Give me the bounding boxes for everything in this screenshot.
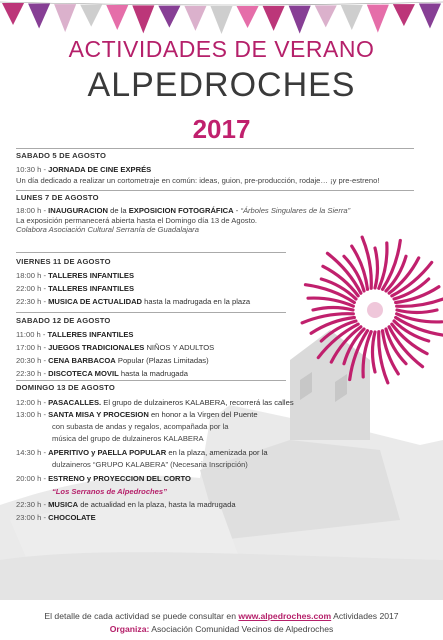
- event-row: [16, 398, 294, 407]
- divider: [16, 380, 286, 381]
- event-dash: -: [235, 206, 239, 215]
- event-time: 11:00 h -: [16, 330, 46, 339]
- event-time: 23:00 h -: [16, 513, 46, 522]
- event-name: JORNADA DE CINE EXPRÉS: [48, 165, 152, 174]
- event-rest: El grupo de dulzaineros KALABERA, recorrerá las calles: [103, 398, 294, 407]
- event-name: CHOCOLATE: [48, 513, 96, 522]
- website-link[interactable]: www.alpedroches.com: [238, 611, 332, 621]
- bunting-flag: [132, 5, 154, 33]
- event-rest: hasta la madrugada: [120, 369, 188, 378]
- event-time: 18:00 h -: [16, 271, 46, 280]
- event-continuation: dulzaineros “GRUPO KALABERA” (Necesaria Inscripción): [52, 460, 248, 469]
- event-quote: “Árboles Singulares de la Sierra”: [240, 206, 351, 215]
- event-name: JUEGOS TRADICIONALES: [48, 343, 145, 352]
- title-line2: ALPEDROCHES: [87, 66, 356, 104]
- event-name: TALLERES INFANTILES: [48, 284, 135, 293]
- divider: [16, 190, 414, 191]
- event-rest: NIÑOS Y ADULTOS: [146, 343, 215, 352]
- event-time: 22:30 h -: [16, 369, 46, 378]
- event-rest: Popular (Plazas Limitadas): [117, 356, 209, 365]
- firework-ray: [313, 307, 353, 310]
- bunting-flag: [80, 5, 102, 27]
- bunting-flag: [54, 4, 76, 32]
- event-row: [16, 330, 133, 339]
- year: 2017: [192, 114, 251, 144]
- event-time: 22:30 h -: [16, 500, 46, 509]
- firework-ray: [372, 332, 375, 372]
- day-title: LUNES 7 DE AGOSTO: [16, 193, 99, 202]
- bunting-flag: [419, 4, 441, 29]
- event-continuation: con subasta de andas y regalos, acompañada por la: [52, 422, 229, 431]
- event-name: ESTRENO y PROYECCION DEL CORTO: [48, 474, 191, 483]
- event-desc: Un día dedicado a realizar un cortometraje en común: ideas, guion, pre-producción, rodaje… ¡y pre-estreno!: [16, 176, 380, 185]
- organizer-label: Organiza:: [109, 624, 150, 634]
- day-title: VIERNES 11 DE AGOSTO: [16, 257, 111, 266]
- event-name: APERITIVO y PAELLA POPULAR: [48, 448, 167, 457]
- event-name: INAUGURACION: [48, 206, 109, 215]
- firework-ray: [375, 248, 378, 288]
- event-row: [16, 448, 268, 457]
- event-row: [16, 343, 214, 352]
- bunting-flag: [28, 4, 50, 29]
- firework-ray: [397, 310, 437, 313]
- footer-text: Actividades 2017: [333, 611, 399, 621]
- event-name: TALLERES INFANTILES: [47, 330, 134, 339]
- event-time: 10:30 h -: [16, 165, 46, 174]
- event-name: TALLERES INFANTILES: [48, 271, 135, 280]
- footer-text: El detalle de cada actividad se puede consultar en: [44, 611, 236, 621]
- bunting-flag: [393, 4, 415, 26]
- divider: [16, 148, 414, 149]
- event-row: [16, 206, 350, 215]
- event-name-2: EXPOSICION FOTOGRÁFICA: [128, 206, 234, 215]
- event-time: 22:30 h -: [16, 297, 46, 306]
- event-time: 18:00 h -: [16, 206, 46, 215]
- event-row: [16, 410, 258, 419]
- event-row: [16, 165, 151, 174]
- firework-core: [367, 302, 383, 318]
- day-title: DOMINGO 13 DE AGOSTO: [16, 383, 115, 392]
- footer-line2: [0, 624, 443, 634]
- event-mid: de la: [110, 206, 127, 215]
- event-rest: de actualidad en la plaza, hasta la madrugada: [80, 500, 236, 509]
- event-name: DISCOTECA MOVIL: [48, 369, 119, 378]
- event-row: [16, 369, 188, 378]
- day-title: SABADO 5 DE AGOSTO: [16, 151, 107, 160]
- bunting-flag: [289, 6, 311, 34]
- event-row: [16, 297, 250, 306]
- event-time: 20:30 h -: [16, 356, 46, 365]
- bunting-flag: [106, 5, 128, 30]
- event-row: [16, 500, 236, 509]
- event-name: PASACALLES.: [48, 398, 102, 407]
- divider: [16, 252, 286, 253]
- event-continuation: “Los Serranos de Alpedroches”: [52, 487, 167, 496]
- event-name: MUSICA: [48, 500, 79, 509]
- event-time: 13:00 h -: [16, 410, 46, 419]
- event-rest: en honor a la Virgen del Puente: [150, 410, 258, 419]
- event-row: [16, 356, 209, 365]
- bunting-flag: [2, 3, 24, 25]
- event-time: 17:00 h -: [16, 343, 46, 352]
- day-title: SABADO 12 DE AGOSTO: [16, 316, 111, 325]
- organizer-name: Asociación Comunidad Vecinos de Alpedroches: [151, 624, 334, 634]
- bunting-flag: [158, 6, 180, 28]
- bunting-flag: [210, 6, 232, 34]
- event-time: 14:30 h -: [16, 448, 46, 457]
- event-time: 20:00 h -: [16, 474, 46, 483]
- bunting-flag: [263, 6, 285, 31]
- footer-line1: [0, 611, 443, 621]
- bunting-flag: [184, 6, 206, 31]
- event-name: SANTA MISA Y PROCESION: [48, 410, 149, 419]
- event-time: 12:00 h -: [16, 398, 46, 407]
- title-line1: ACTIVIDADES DE VERANO: [68, 36, 375, 62]
- event-row: [16, 271, 134, 280]
- event-name: CENA BARBACOA: [48, 356, 116, 365]
- event-rest: hasta la madrugada en la plaza: [144, 297, 251, 306]
- bunting-flag: [367, 5, 389, 33]
- bunting-flag: [315, 5, 337, 27]
- divider: [16, 312, 286, 313]
- event-name: MUSICA DE ACTUALIDAD: [48, 297, 143, 306]
- event-time: 22:00 h -: [16, 284, 46, 293]
- bunting-flag: [237, 6, 259, 28]
- event-collab: Colabora Asociación Cultural Serranía de Guadalajara: [16, 225, 199, 234]
- event-rest: en la plaza, amenizada por la: [168, 448, 268, 457]
- event-continuation: música del grupo de dulzaineros KALABERA: [52, 434, 204, 443]
- bunting-flag: [341, 5, 363, 30]
- event-row: [16, 513, 96, 522]
- event-desc: La exposición permanecerá abierta hasta el Domingo día 13 de Agosto.: [16, 216, 258, 225]
- event-row: [16, 474, 191, 483]
- event-row: [16, 284, 134, 293]
